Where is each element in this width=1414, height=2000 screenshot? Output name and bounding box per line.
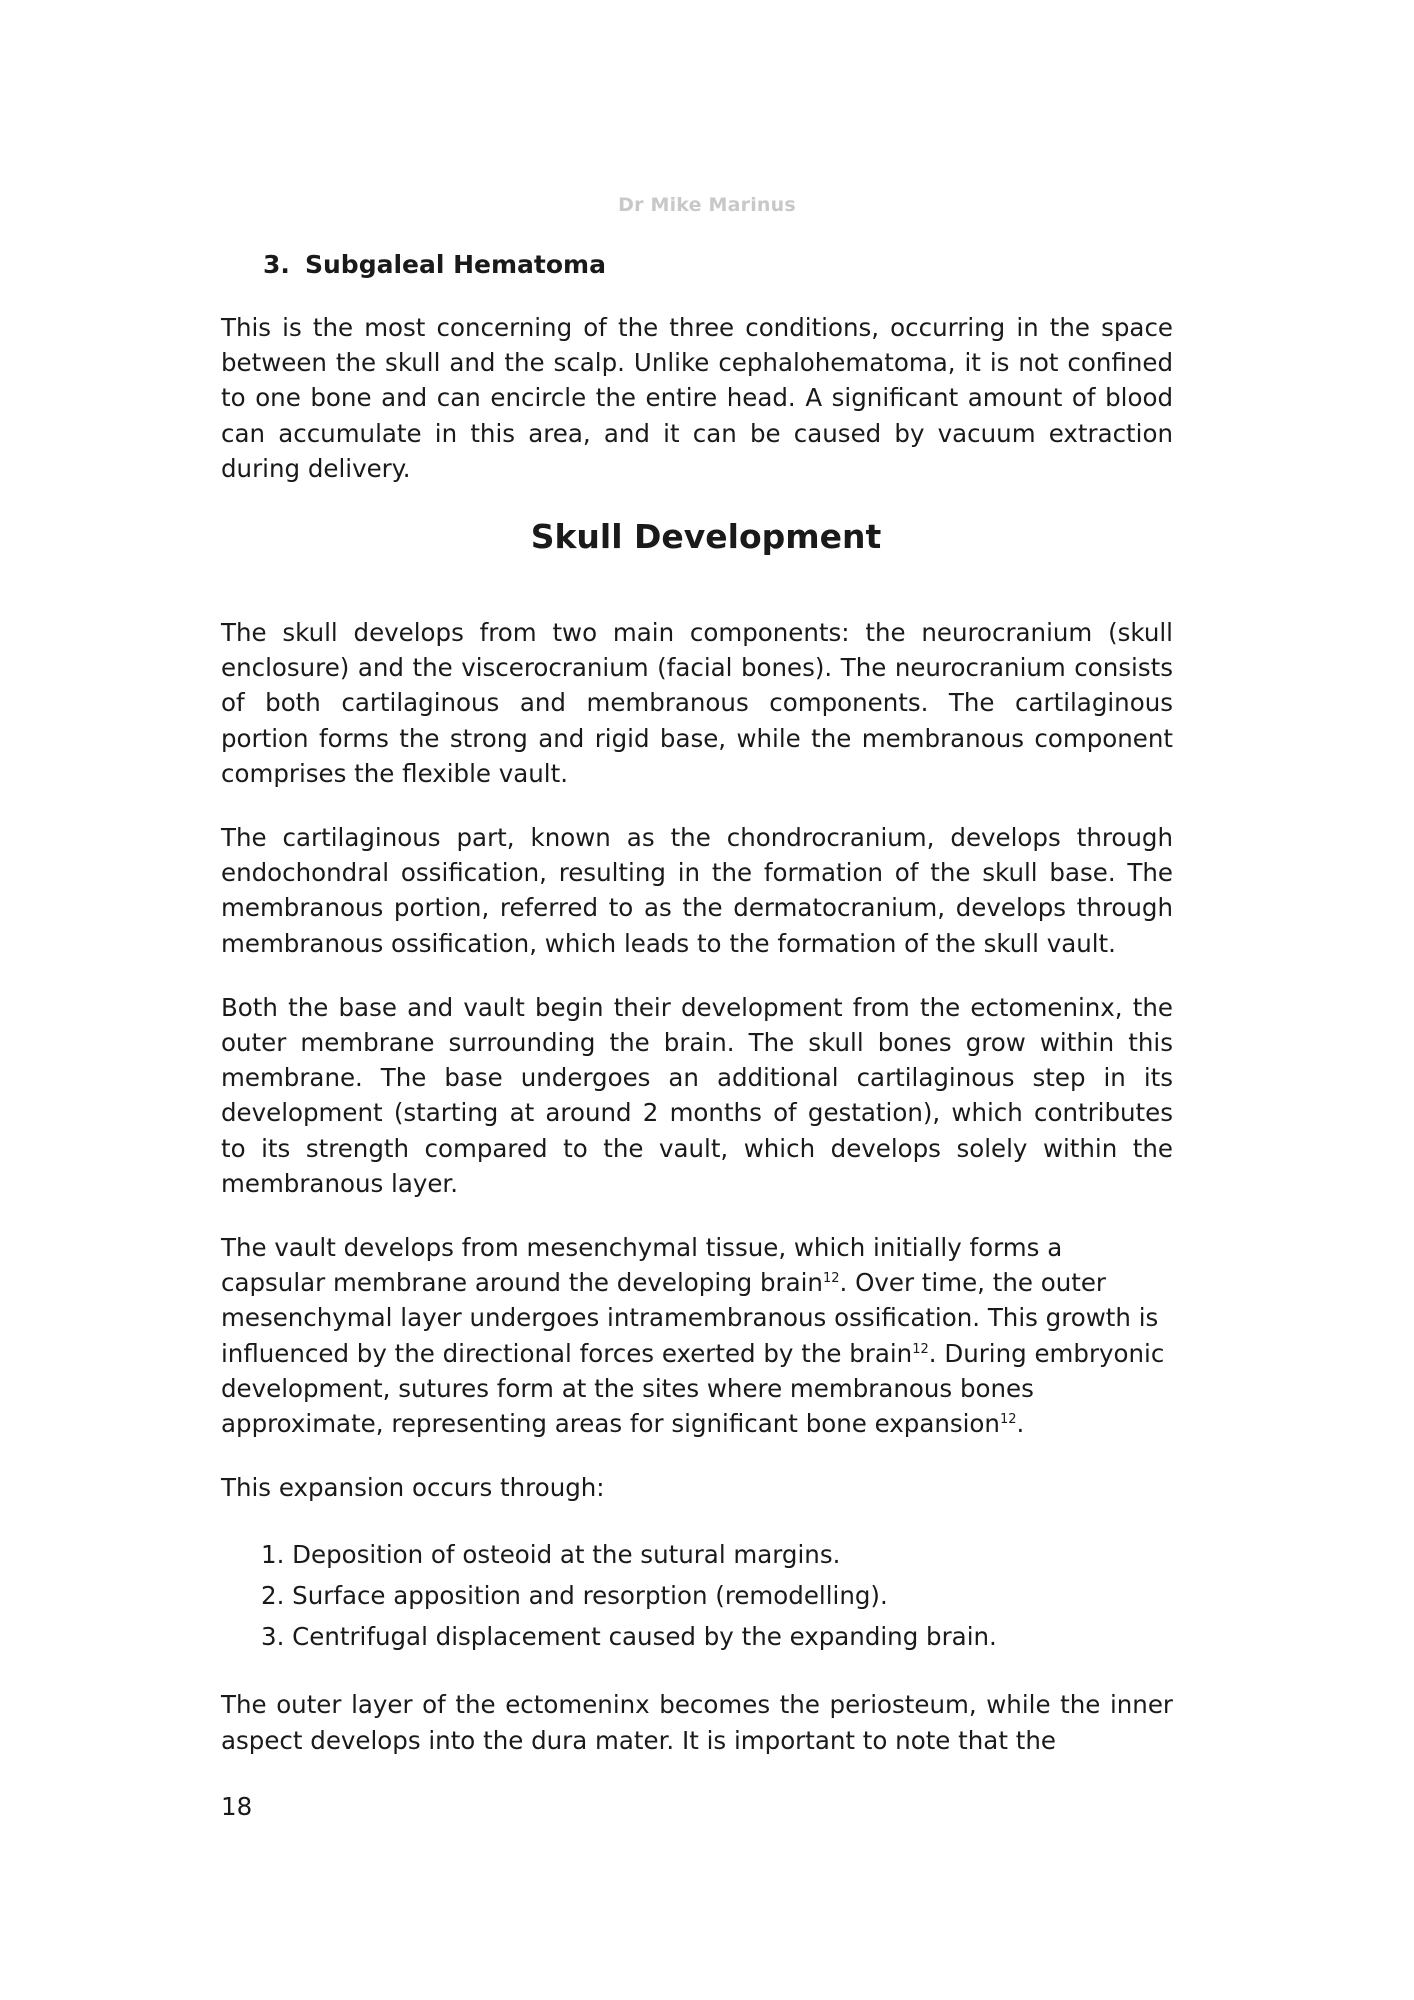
list-item: 3. Centrifugal displacement caused by the expanding brain. [261,1622,997,1652]
paragraph-periosteum: The outer layer of the ectomeninx becomes the periosteum, while the inner aspect develops into the dura mater. It is important to note that the [221,1690,1173,1755]
paragraph-expansion-intro: This expansion occurs through: [221,1473,605,1503]
page-content [221,248,1173,1787]
paragraph-chondrocranium: The cartilaginous part, known as the chondrocranium, develops through endochondral ossification, resulting in the formation of the skull base. The membranous portion, referred to as the dermatocranium, develops through membranous ossification, which leads to the formation of the skull vault. [221,823,1173,958]
paragraph-vault [221,1230,1173,1441]
citation-ref: 12 [822,1271,840,1287]
subsection-heading [221,248,1173,282]
paragraph-ectomeninx: Both the base and vault begin their development from the ectomeninx, the outer membrane surrounding the brain. The skull bones grow within this membrane. The base undergoes an additional cartilaginous step in its development (starting at around 2 months of gestation), which contributes to its strength compared to the vault, which develops solely within the membranous layer. [221,992,1173,1198]
subsection-number: 3. [263,250,290,279]
subsection-paragraph: This is the most concerning of the three conditions, occurring in the space between the skull and the scalp. Unlike cephalohematoma, it is not confined to one bone and can encircle the entire head. A significant amount of blood can accumulate in this area, and it can be caused by vacuum extraction during delivery. [221,313,1173,483]
subsection-title: Subgaleal Hematoma [305,250,606,279]
vault-text-4: . [1016,1409,1025,1439]
expansion-list [221,1534,1173,1657]
citation-ref: 12 [999,1411,1017,1427]
vault-text-1: The vault develops from mesenchymal tissue, which initially forms a capsular membrane around the developing brain [221,1233,1063,1298]
page-number: 18 [221,1792,253,1821]
list-item: 1. Deposition of osteoid at the sutural margins. [261,1540,841,1570]
vault-text-2: . Over time, the outer mesenchymal layer undergoes intramembranous ossification. This growth is influenced by the directional forces exerted by the brain [221,1268,1159,1368]
vault-text-3: . During embryonic development, sutures form at the sites where membranous bones approximate, representing areas for significant bone expansion [221,1338,1165,1439]
section-title: Skull Development [530,517,882,557]
paragraph-components: The skull develops from two main components: the neurocranium (skull enclosure) and the viscerocranium (facial bones). The neurocranium consists of both cartilaginous and membranous components. The cartilaginous portion forms the strong and rigid base, while the membranous component comprises the flexible vault. [221,618,1173,788]
citation-ref: 12 [912,1341,929,1357]
list-item: 2. Surface apposition and resorption (remodelling). [261,1581,888,1611]
running-header-author: Dr Mike Marinus [618,194,796,216]
